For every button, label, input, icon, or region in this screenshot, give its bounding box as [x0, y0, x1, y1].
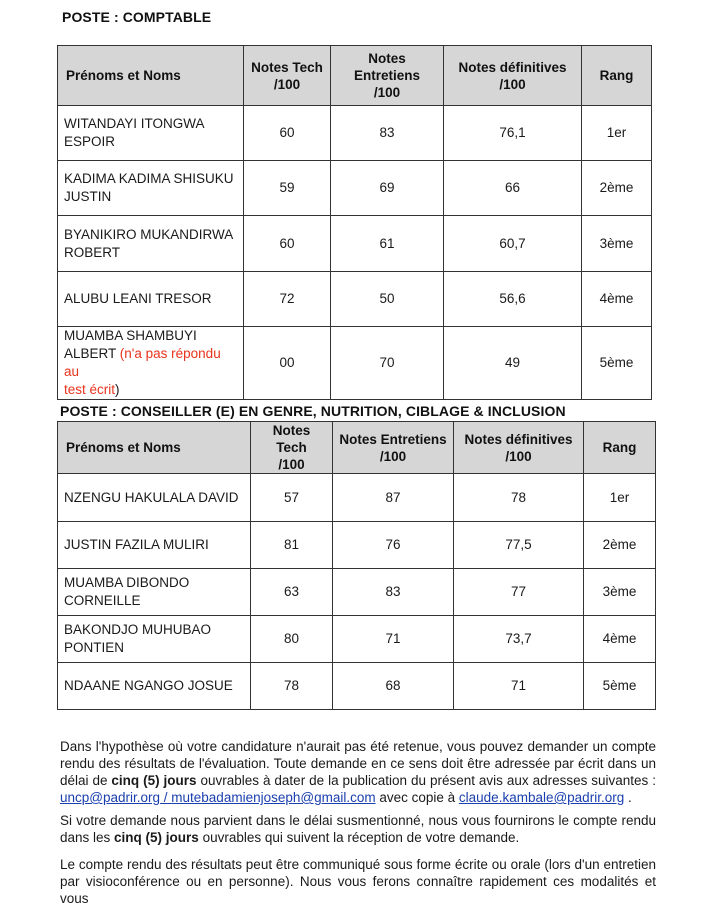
section-title-conseiller: POSTE : CONSEILLER (E) EN GENRE, NUTRITION, CIBLAGE & INCLUSION — [60, 403, 566, 419]
column-header-name: Prénoms et Noms — [58, 46, 244, 106]
column-header-name: Prénoms et Noms — [58, 422, 251, 474]
rank: 2ème — [584, 522, 656, 569]
score-entretiens: 83 — [331, 106, 444, 161]
table-row — [58, 161, 652, 216]
score-tech: 59 — [244, 161, 331, 216]
candidate-name: JUSTIN FAZILA MULIRI — [58, 522, 251, 569]
table-row — [58, 522, 656, 569]
score-tech: 57 — [251, 474, 333, 522]
rank: 1er — [584, 474, 656, 522]
column-header-rang: Rang — [582, 46, 652, 106]
candidate-name: MUAMBA SHAMBUYI ALBERT (n'a pas répondu au test écrit) — [58, 327, 244, 400]
column-header-entretiens: Notes Entretiens /100 — [331, 46, 444, 106]
rank: 4ème — [584, 616, 656, 663]
column-header-tech: Notes Tech /100 — [244, 46, 331, 106]
score-tech: 81 — [251, 522, 333, 569]
score-tech: 60 — [244, 216, 331, 272]
results-table-comptable — [57, 45, 652, 400]
score-definitive: 71 — [454, 663, 584, 710]
email-link-uncp[interactable]: uncp@padrir.org — [60, 790, 161, 805]
paragraph-modalites: Le compte rendu des résultats peut être communiqué sous forme écrite ou orale (lors d'un entretien par visioconférence ou en personne). Nous vous ferons connaître rapidement ces modalités et vous — [60, 857, 656, 906]
rank: 3ème — [584, 569, 656, 616]
score-entretiens: 50 — [331, 272, 444, 327]
candidate-name: BAKONDJO MUHUBAO PONTIEN — [58, 616, 251, 663]
score-entretiens: 61 — [331, 216, 444, 272]
score-definitive: 73,7 — [454, 616, 584, 663]
score-definitive: 66 — [444, 161, 582, 216]
column-header-definitives: Notes définitives /100 — [444, 46, 582, 106]
score-definitive: 60,7 — [444, 216, 582, 272]
table-row — [58, 216, 652, 272]
candidate-name: NDAANE NGANGO JOSUE — [58, 663, 251, 710]
score-definitive: 78 — [454, 474, 584, 522]
candidate-name: MUAMBA DIBONDO CORNEILLE — [58, 569, 251, 616]
score-tech: 63 — [251, 569, 333, 616]
table-row — [58, 327, 652, 400]
score-definitive: 76,1 — [444, 106, 582, 161]
column-header-definitives: Notes définitives /100 — [454, 422, 584, 474]
column-header-tech: Notes Tech /100 — [251, 422, 333, 474]
score-entretiens: 71 — [333, 616, 454, 663]
email-link-mutebadamienjoseph[interactable]: mutebadamienjoseph@gmail.com — [171, 790, 376, 805]
table-row — [58, 663, 656, 710]
score-tech: 78 — [251, 663, 333, 710]
rank: 4ème — [582, 272, 652, 327]
candidate-name: ALUBU LEANI TRESOR — [58, 272, 244, 327]
score-definitive: 49 — [444, 327, 582, 400]
table-header-row — [58, 46, 652, 106]
table-row — [58, 474, 656, 522]
table-row — [58, 272, 652, 327]
rank: 3ème — [582, 216, 652, 272]
candidate-name: BYANIKIRO MUKANDIRWA ROBERT — [58, 216, 244, 272]
column-header-entretiens: Notes Entretiens /100 — [333, 422, 454, 474]
table-row — [58, 569, 656, 616]
score-entretiens: 70 — [331, 327, 444, 400]
results-table-conseiller — [57, 421, 656, 710]
candidate-name: WITANDAYI ITONGWA ESPOIR — [58, 106, 244, 161]
score-tech: 00 — [244, 327, 331, 400]
candidate-name: KADIMA KADIMA SHISUKU JUSTIN — [58, 161, 244, 216]
score-entretiens: 69 — [331, 161, 444, 216]
paragraph-delai: Si votre demande nous parvient dans le délai susmentionné, nous vous fournirons le compte rendu dans les cinq (5) jours ouvrables qui suivent la réception de votre demande. — [60, 813, 656, 845]
candidate-name: NZENGU HAKULALA DAVID — [58, 474, 251, 522]
score-entretiens: 76 — [333, 522, 454, 569]
score-entretiens: 87 — [333, 474, 454, 522]
email-link-claude-kambale[interactable]: claude.kambale@padrir.org — [458, 790, 625, 805]
table-row — [58, 616, 656, 663]
candidate-note: (n'a pas répondu au test écrit — [64, 346, 221, 397]
score-definitive: 77 — [454, 569, 584, 616]
score-definitive: 56,6 — [444, 272, 582, 327]
table-header-row — [58, 422, 656, 474]
score-tech: 80 — [251, 616, 333, 663]
rank: 5ème — [584, 663, 656, 710]
rank: 1er — [582, 106, 652, 161]
score-entretiens: 68 — [333, 663, 454, 710]
column-header-rang: Rang — [584, 422, 656, 474]
score-tech: 60 — [244, 106, 331, 161]
table-row — [58, 106, 652, 161]
score-entretiens: 83 — [333, 569, 454, 616]
rank: 2ème — [582, 161, 652, 216]
paragraph-compte-rendu: Dans l'hypothèse où votre candidature n'aurait pas été retenue, vous pouvez demander un compte rendu des résultats de l'évaluation. Toute demande en ce sens doit être adressée par écrit dans un délai de cinq (5) jours ouvrables à dater de la publication du présent avis aux adresses suivantes : uncp@padrir.org / mutebadamienjoseph@gmail.com avec copie à claude.kambale@padrir.org . — [60, 739, 656, 805]
rank: 5ème — [582, 327, 652, 400]
score-definitive: 77,5 — [454, 522, 584, 569]
score-tech: 72 — [244, 272, 331, 327]
section-title-comptable: POSTE : COMPTABLE — [62, 9, 212, 25]
